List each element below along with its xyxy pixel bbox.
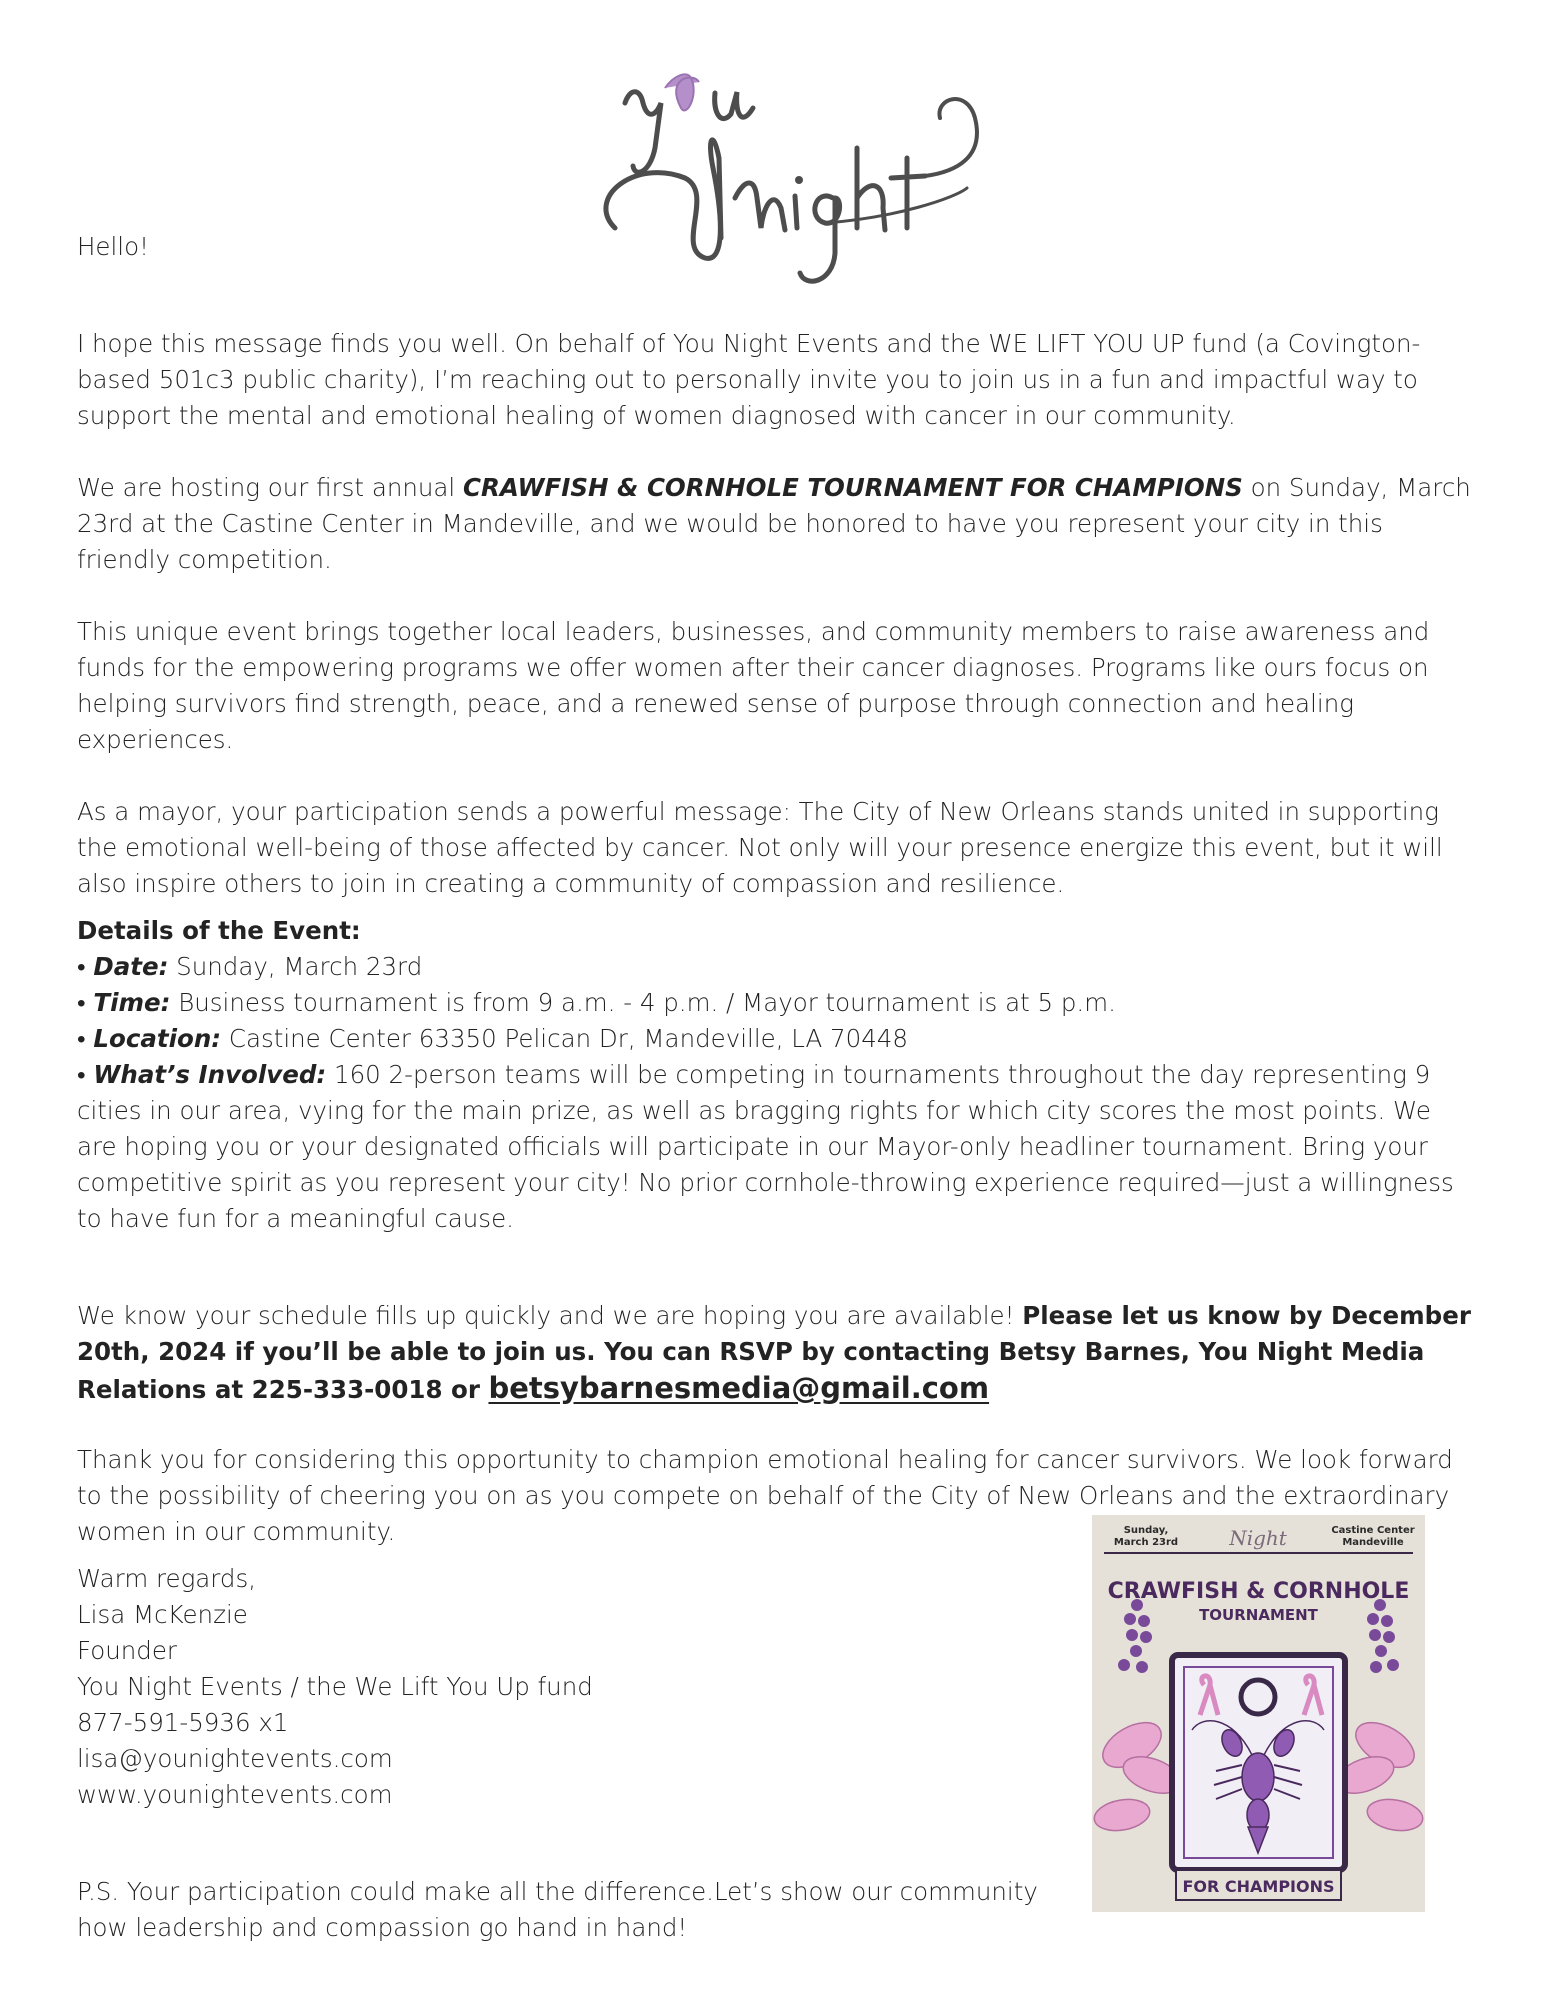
poster-location: Castine Center Mandeville [1331, 1525, 1415, 1548]
signature-closing: Warm regards, [77, 1564, 257, 1593]
signature-org: You Night Events / the We Lift You Up fund [77, 1672, 593, 1701]
poster-title-line2: TOURNAMENT [1199, 1606, 1318, 1624]
detail-label: Time: [93, 988, 171, 1017]
svg-text:Night: Night [1229, 1526, 1287, 1550]
poster-artwork [1092, 1515, 1425, 1912]
detail-value: Sunday, March 23rd [168, 952, 423, 981]
thanks-paragraph: Thank you for considering this opportunity to champion emotional healing for cancer survivors. We look forward to the possibility of cheering you on as you compete on behalf of the City of New Orleans and the extraordinary women in our community. [77, 1444, 1453, 1546]
detail-value: Business tournament is from 9 a.m. - 4 p.m. / Mayor tournament is at 5 p.m. [170, 988, 1116, 1017]
signature-email[interactable]: lisa@younightevents.com [77, 1744, 393, 1773]
event-paragraph-lead: We are hosting our first annual [77, 472, 464, 502]
bullet: • [77, 1060, 94, 1089]
signature-title: Founder [77, 1636, 177, 1665]
mayor-paragraph: As a mayor, your participation sends a powerful message: The City of New Orleans stands united in supporting the emotional well-being of those affected by cancer. Not only will your presence energize this event, but it will also inspire others to join in creating a community of compassion and resilience. [77, 796, 1443, 898]
rsvp-plain: We know your schedule fills up quickly and we are hoping you are available! [77, 1300, 1023, 1330]
event-details [77, 913, 1477, 1237]
rsvp-paragraph [77, 1298, 1477, 1408]
signature-phone: 877-591-5936 x1 [77, 1708, 289, 1737]
event-paragraph [77, 470, 1477, 578]
event-name: CRAWFISH & CORNHOLE TOURNAMENT FOR CHAMPIONS [463, 472, 1243, 502]
intro-paragraph: I hope this message finds you well. On behalf of You Night Events and the WE LIFT YOU UP fund (a Covington-based 501c3 public charity), I’m reaching out to personally invite you to join us in a fun and impactful way to support the mental and emotional healing of women diagnosed with cancer in our community. [77, 328, 1421, 430]
detail-label: Location: [93, 1024, 222, 1053]
poster-footer: FOR CHAMPIONS [1182, 1877, 1335, 1896]
signature-website[interactable]: www.younightevents.com [77, 1780, 393, 1809]
detail-value: Castine Center 63350 Pelican Dr, Mandeville, LA 70448 [221, 1024, 908, 1053]
bullet: • [77, 952, 94, 981]
detail-label: What’s Involved: [93, 1060, 327, 1089]
detail-item-location [77, 1021, 1477, 1057]
purpose-paragraph: This unique event brings together local leaders, businesses, and community members to raise awareness and funds for the empowering programs we offer women after their cancer diagnoses. Programs like ours focus on helping survivors find strength, peace, and a renewed sense of purpose through connection and healing experiences. [77, 616, 1430, 754]
detail-item-date [77, 949, 1477, 985]
postscript: P.S. Your participation could make all the difference.Let’s show our community how leadership and compassion go hand in hand! [77, 1876, 1038, 1942]
rsvp-bold: Please let us know by December 20th, 2024 if you’ll be able to join us. You can RSVP by contacting Betsy Barnes, You Night Media Relations at 225-333-0018 or [77, 1300, 1471, 1404]
rsvp-email-link[interactable]: betsybarnesmedia@gmail.com [488, 1370, 990, 1405]
detail-item-time [77, 985, 1477, 1021]
signature-block [77, 1561, 977, 1813]
poster-title [1092, 1579, 1425, 1624]
bullet: • [77, 988, 94, 1017]
poster-title-line1: CRAWFISH & CORNHOLE [1107, 1579, 1410, 1604]
event-poster [1092, 1515, 1425, 1912]
greeting: Hello! [77, 232, 149, 261]
poster-date: Sunday, March 23rd [1113, 1525, 1179, 1548]
detail-value: 160 2-person teams will be competing in tournaments throughout the day representing 9 cities in our area, vying for the main prize, as well as bragging rights for which city scores the most points. We are hoping you or your designated officials will participate in our Mayor-only headliner tournament. Bring your competitive spirit as you represent your city! No prior cornhole-throwing experience required—just a willingness to have fun for a meaningful cause. [77, 1060, 1454, 1233]
bullet: • [77, 1024, 94, 1053]
event-paragraph-tail: on Sunday, March 23rd at the Castine Center in Mandeville, and we would be honored to have you represent your city in this friendly competition. [77, 472, 1471, 574]
detail-label: Date: [93, 952, 169, 981]
signature-name: Lisa McKenzie [77, 1600, 248, 1629]
details-heading: Details of the Event: [77, 916, 361, 945]
detail-item-involved [77, 1057, 1477, 1237]
